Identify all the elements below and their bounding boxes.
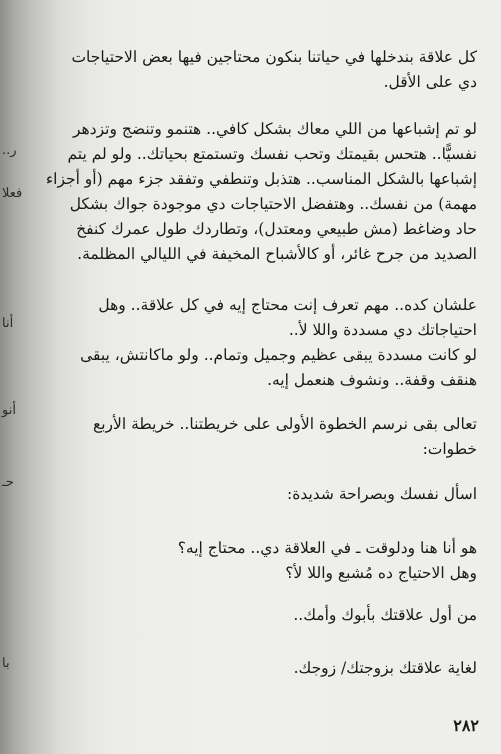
text-line: من أول علاقتك بأبوك وأمك.. (293, 606, 477, 624)
text-line: احتياجاتك دي مسددة واللا لأ.. (288, 321, 477, 339)
paragraph-map-step (42, 412, 477, 462)
text-line: لغاية علاقتك بزوجتك/ زوجك. (293, 659, 477, 677)
text-line: حاد وضاغط (مش طبيعي ومعتدل)، وتطاردك طول عمرك كنفخ (76, 220, 477, 238)
paragraph-parents (42, 603, 477, 628)
gutter-fragment: أنو (2, 403, 16, 418)
text-line: اسأل نفسك وبصراحة شديدة: (286, 485, 477, 503)
page-number: ٢٨٢ (453, 716, 479, 735)
paragraph-intro (42, 45, 477, 95)
text-line: تعالى بقى نرسم الخطوة الأولى على خريطتنا.. خريطة الأربع (92, 415, 477, 433)
gutter-fragment: فعلا (2, 186, 23, 201)
gutter-fragment: حـ (2, 475, 14, 490)
paragraph-know-needs (42, 293, 477, 393)
gutter-fragment: أنا (2, 316, 14, 331)
text-line: إشباعها بالشكل المناسب.. هتذبل وتنطفي وتفقد جزء مهم (أو أجزاء (45, 170, 477, 188)
paragraph-needs (42, 117, 477, 267)
text-line: وهل الاحتياج ده مُشبع واللا لأ؟ (285, 564, 477, 582)
text-line: مهمة) من نفسك.. وهتفضل الاحتياجات دي موجودة جواك بشكل (69, 195, 477, 213)
paragraph-spouse (42, 656, 477, 681)
text-line: نفسيًّا.. هتحس بقيمتك وتحب نفسك وتستمتع بحياتك.. ولو لم يتم (67, 145, 477, 163)
paragraph-ask-yourself (42, 482, 477, 507)
text-line: دي على الأقل. (383, 73, 477, 91)
text-line: كل علاقة بندخلها في حياتنا بنكون محتاجين فيها بعض الاحتياجات (71, 48, 477, 66)
text-line: لو تم إشباعها من اللي معاك بشكل كافي.. هتنمو وتنضج وتزدهر (72, 120, 477, 138)
paragraph-questions (42, 536, 477, 586)
text-line: لو كانت مسددة يبقى عظيم وجميل وتمام.. ولو ماكانتش، يبقى (80, 346, 477, 364)
text-line: هنقف وقفة.. ونشوف هنعمل إيه. (267, 371, 477, 389)
gutter-fragment: ر.. (2, 143, 17, 158)
gutter-fragment: با (2, 656, 10, 671)
text-line: خطوات: (422, 440, 477, 458)
text-line: علشان كده.. مهم تعرف إنت محتاج إيه في كل علاقة.. وهل (98, 296, 477, 314)
text-line: الصديد من جرح غائر، أو كالأشباح المخيفة في الليالي المظلمة. (77, 245, 477, 263)
text-line: هو أنا هنا ودلوقت ـ في العلاقة دي.. محتاج إيه؟ (177, 539, 477, 557)
